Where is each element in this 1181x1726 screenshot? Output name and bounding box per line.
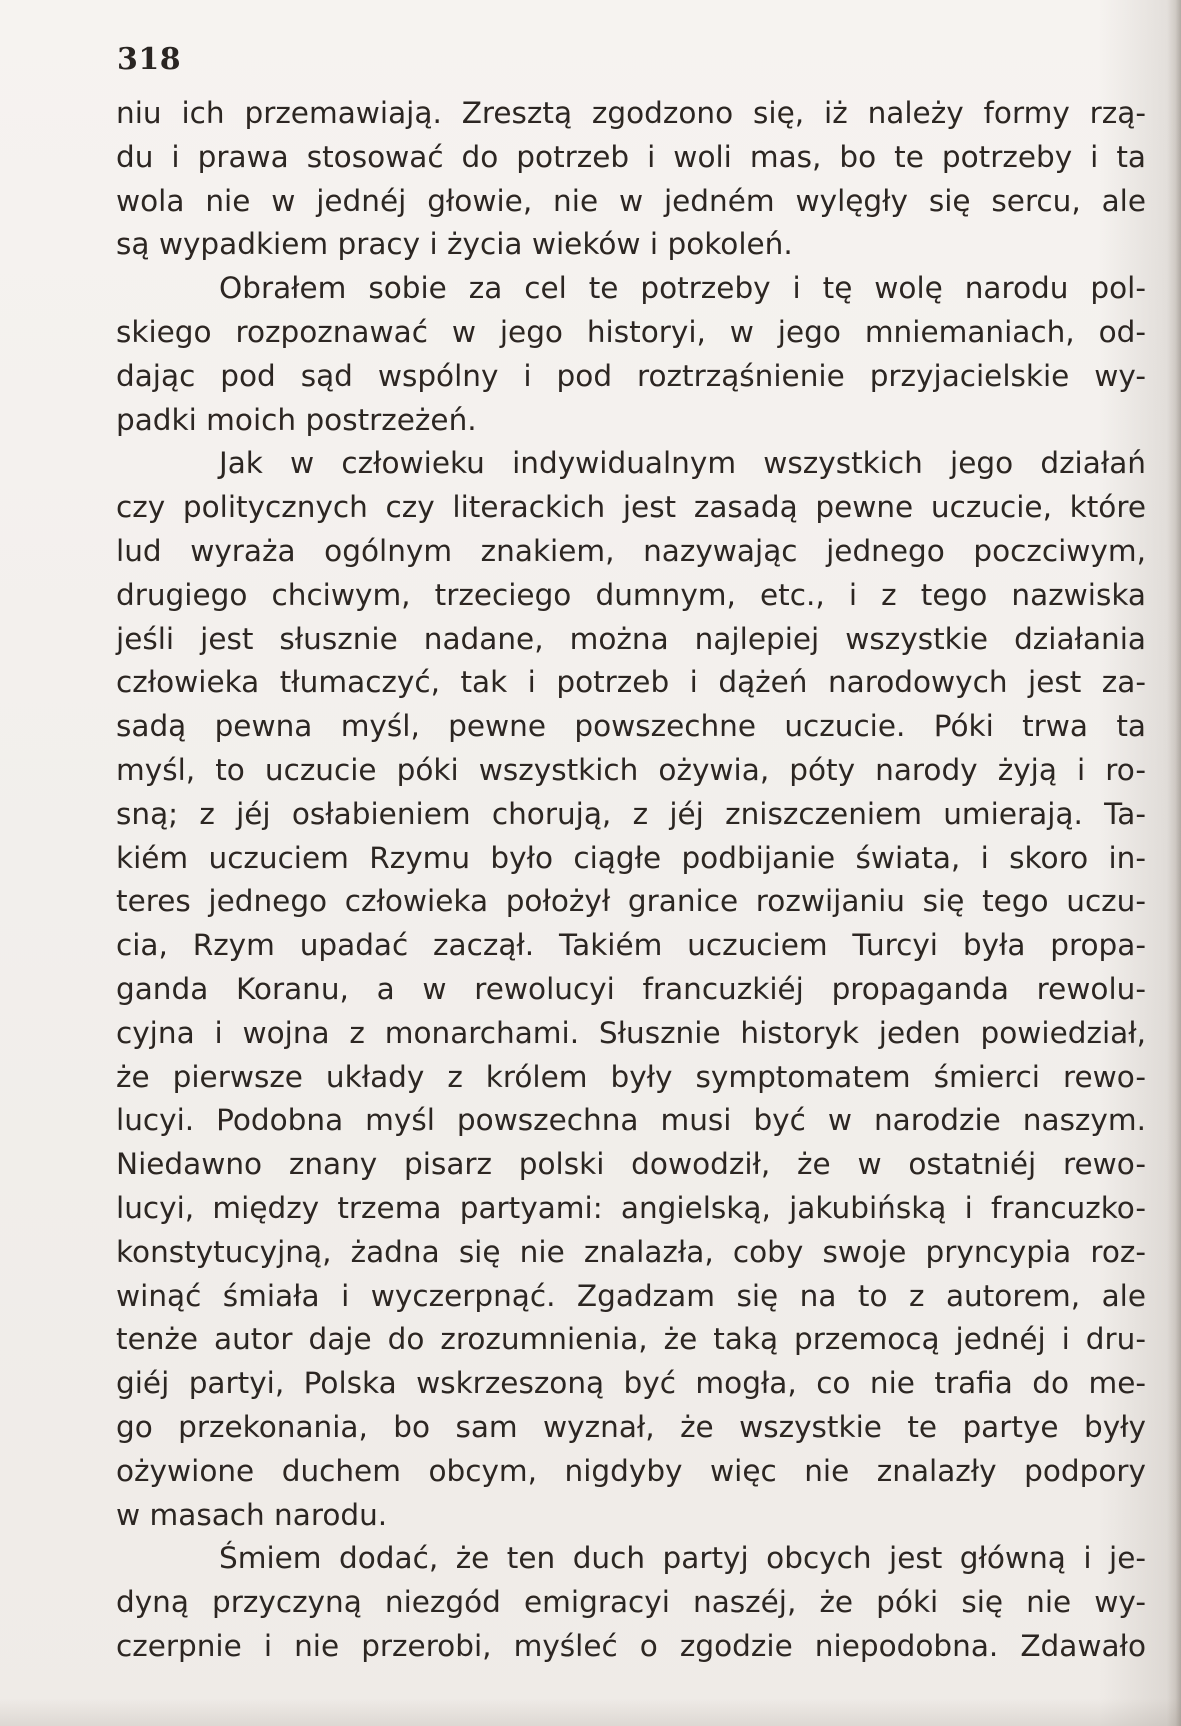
text-line: drugiego chciwym, trzeciego dumnym, etc., i z tego nazwiska <box>116 577 1146 612</box>
text-line: cyjna i wojna z monarchami. Słusznie historyk jeden powiedział, <box>116 1015 1146 1050</box>
page-number: 318 <box>117 42 182 77</box>
text-line: dyną przyczyną niezgód emigracyi naszéj, że póki się nie wy- <box>116 1585 1146 1620</box>
page-edge-shadow <box>1167 0 1181 1726</box>
text-line: wola nie w jednéj głowie, nie w jedném wylęgły się sercu, ale <box>116 183 1146 218</box>
text-line: ganda Koranu, a w rewolucyi francuzkiéj propaganda rewolu- <box>116 971 1146 1006</box>
text-line: sadą pewna myśl, pewne powszechne uczucie. Póki trwa ta <box>116 709 1146 744</box>
text-line: Niedawno znany pisarz polski dowodził, że w ostatniéj rewo- <box>116 1147 1146 1182</box>
text-line: du i prawa stosować do potrzeb i woli mas, bo te potrzeby i ta <box>116 139 1146 174</box>
text-line: lud wyraża ogólnym znakiem, nazywając jednego poczciwym, <box>116 533 1146 568</box>
text-line: lucyi, między trzema partyami: angielską, jakubińską i francuzko- <box>116 1190 1146 1225</box>
text-line: niu ich przemawiają. Zresztą zgodzono się, iż należy formy rzą- <box>116 96 1146 130</box>
page-bottom-shadow <box>0 1698 1181 1726</box>
text-line: myśl, to uczucie póki wszystkich ożywia, póty narody żyją i ro- <box>116 752 1146 787</box>
text-line: że pierwsze układy z królem były symptomatem śmierci rewo- <box>116 1059 1146 1094</box>
text-line: konstytucyjną, żadna się nie znalazła, coby swoje pryncypia roz- <box>116 1234 1146 1269</box>
text-line: czerpnie i nie przerobi, myśleć o zgodzie niepodobna. Zdawało <box>116 1628 1146 1663</box>
text-line: cia, Rzym upadać zaczął. Takiém uczuciem Turcyi była propa- <box>116 928 1146 963</box>
text-line: tenże autor daje do zrozumnienia, że taką przemocą jednéj i dru- <box>116 1322 1146 1357</box>
text-line: sną; z jéj osłabieniem chorują, z jéj zniszczeniem umierają. Ta- <box>116 796 1146 831</box>
text-line: Obrałem sobie za cel te potrzeby i tę wolę narodu pol- <box>219 271 1146 306</box>
text-line: go przekonania, bo sam wyznał, że wszystkie te partye były <box>116 1409 1146 1444</box>
text-line: dając pod sąd wspólny i pod roztrząśnienie przyjacielskie wy- <box>116 358 1146 393</box>
text-line: czy politycznych czy literackich jest zasadą pewne uczucie, które <box>116 490 1146 525</box>
text-line: ożywione duchem obcym, nigdyby więc nie znalazły podpory <box>116 1453 1146 1488</box>
text-line: padki moich postrzeżeń. <box>116 402 477 437</box>
text-line: są wypadkiem pracy i życia wieków i pokoleń. <box>116 227 793 262</box>
text-line: skiego rozpoznawać w jego historyi, w jego mniemaniach, od- <box>116 314 1146 349</box>
text-line: człowieka tłumaczyć, tak i potrzeb i dążeń narodowych jest za- <box>116 665 1146 700</box>
text-line: Śmiem dodać, że ten duch partyj obcych jest główną i je- <box>219 1541 1146 1576</box>
text-line: giéj partyi, Polska wskrzeszoną być mogła, co nie trafia do me- <box>116 1366 1146 1401</box>
text-line: Jak w człowieku indywidualnym wszystkich jego działań <box>219 446 1146 481</box>
text-line: w masach narodu. <box>116 1497 388 1532</box>
text-line: jeśli jest słusznie nadane, można najlepiej wszystkie działania <box>116 621 1146 656</box>
text-line: lucyi. Podobna myśl powszechna musi być w narodzie naszym. <box>116 1103 1146 1138</box>
text-line: winąć śmiała i wyczerpnąć. Zgadzam się na to z autorem, ale <box>116 1278 1146 1313</box>
text-line: kiém uczuciem Rzymu było ciągłe podbijanie świata, i skoro in- <box>116 840 1146 875</box>
text-line: teres jednego człowieka położył granice rozwijaniu się tego uczu- <box>116 884 1146 919</box>
body-text <box>116 92 1146 1669</box>
